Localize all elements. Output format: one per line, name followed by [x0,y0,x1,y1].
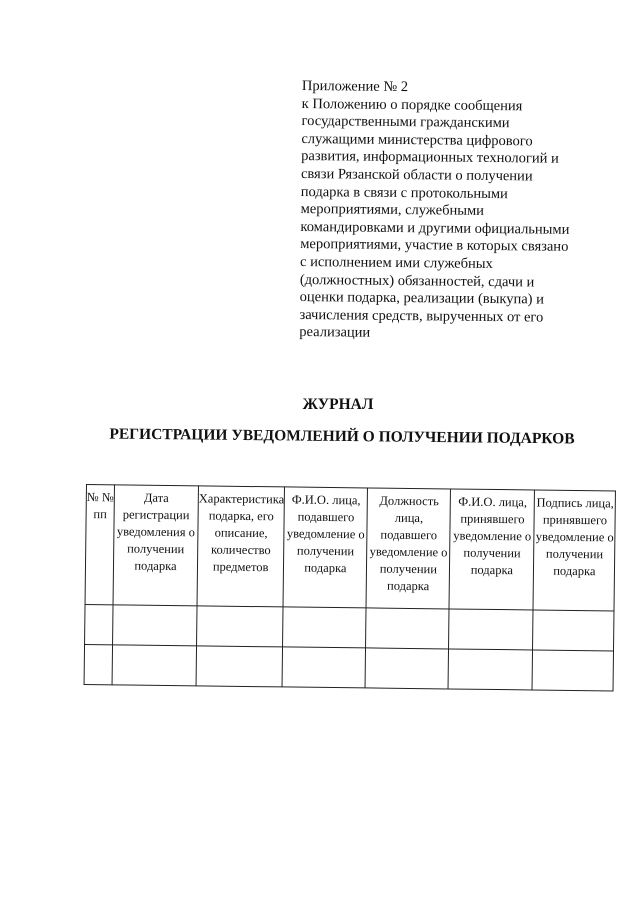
table-cell [196,646,283,687]
table-cell [448,649,532,690]
appendix-line: связи Рязанской области о получении [300,165,533,185]
appendix-line: мероприятиями, участие в которых связано [300,236,569,256]
table-cell [85,604,113,644]
table-cell [113,605,197,646]
table-cell [365,648,448,689]
appendix-line: оценки подарка, реализации (выкупа) и [299,289,544,308]
appendix-line: (должностных) обязанностей, сдачи и [299,271,535,290]
table-row [85,604,615,650]
table-cell [532,650,613,691]
header-receiver-name: Ф.И.О. лица, принявшего уведомление о получении подарка [449,489,534,610]
appendix-line: мероприятиями, служебными [300,201,485,220]
table-cell [283,607,366,648]
appendix-block [299,78,602,345]
appendix-line: подарка в связи с протокольными [300,183,508,202]
appendix-line: реализации [299,324,371,342]
appendix-line: зачисления средств, вырученных от его [299,306,544,326]
appendix-line: командировками и другими официальными [300,218,570,238]
table-cell [366,608,449,649]
header-number: № № пп [85,485,114,605]
table-cell [449,609,533,650]
registration-table-wrap [84,484,617,691]
header-submitter-name: Ф.И.О. лица, подавшего уведомление о получении подарка [283,487,367,608]
appendix-line: служащими министерства цифрового [301,130,533,150]
table-header-row [85,485,616,611]
journal-subtitle: РЕГИСТРАЦИИ УВЕДОМЛЕНИЙ О ПОЛУЧЕНИИ ПОДАРКОВ [109,425,575,448]
appendix-line: Приложение № 2 [301,78,409,96]
table-cell [197,606,284,647]
header-receiver-signature: Подпись лица, принявшего уведомление о получении подарка [533,490,615,611]
table-row [84,644,614,690]
table-cell [84,644,112,684]
header-submitter-position: Должность лица, подавшего уведомление о получении подарка [366,488,450,609]
appendix-line: с исполнением ими служебных [299,253,493,272]
appendix-line: к Положению о порядке сообщения [301,95,523,114]
table-cell [533,610,614,651]
table-cell [282,647,365,688]
appendix-line: развития, информационных технологий и [301,148,559,168]
header-registration-date: Дата регистрации уведомления о получении подарка [113,485,198,606]
journal-title: ЖУРНАЛ [302,396,374,413]
appendix-line: государственными гражданскими [301,113,510,132]
table-cell [112,645,196,686]
header-gift-description: Характеристика подарка, его описание, количество предметов [197,486,285,607]
registration-table [84,484,617,691]
